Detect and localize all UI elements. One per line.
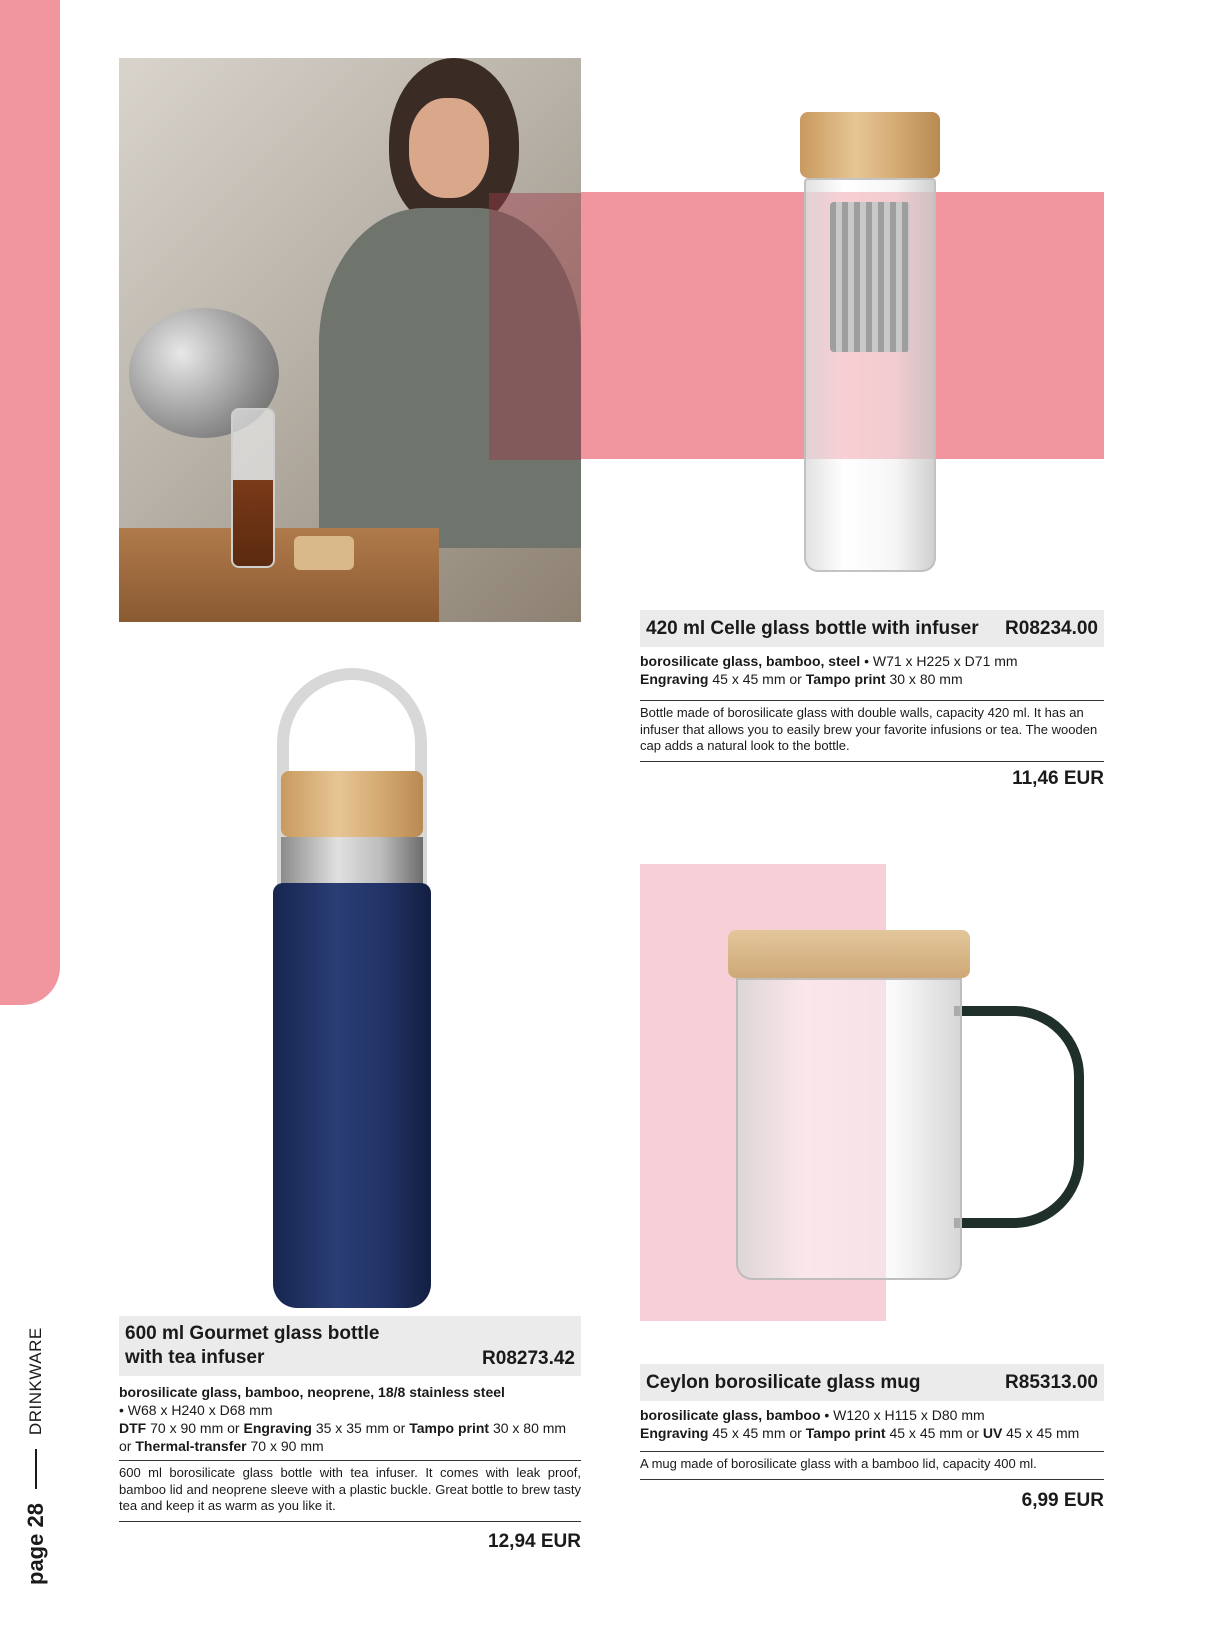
materials: borosilicate glass, bamboo [640,1407,821,1423]
mug-lid [728,930,970,978]
print-method: Tampo print [409,1420,490,1436]
mug-handle [954,1006,1084,1228]
print-method: Engraving [640,671,709,687]
product-image-celle-bottle [800,112,940,572]
print-size: 30 x 80 mm [489,1420,567,1436]
print-method: Thermal-transfer [135,1438,247,1454]
product-price: 11,46 EUR [1012,768,1104,789]
product-title-bar [119,1316,581,1376]
product-name: Ceylon borosilicate glass mug [646,1371,921,1393]
print-method: DTF [119,1420,147,1436]
bottle-infuser [830,202,910,352]
product-price: 12,94 EUR [488,1531,581,1552]
print-size: 45 x 45 mm [1002,1425,1080,1441]
print-size: 45 x 45 mm or [708,1425,806,1441]
product-name: 420 ml Celle glass bottle with infuser [646,617,979,639]
print-size: 35 x 35 mm or [311,1420,410,1436]
mug-body [736,978,962,1280]
bottle-sleeve [273,883,431,1308]
print-method: Tampo print [805,1425,886,1441]
photo-face [409,98,489,198]
product-code: R85313.00 [1005,1371,1098,1393]
print-method: Engraving [640,1425,709,1441]
print-size: 45 x 45 mm or [885,1425,983,1441]
product-name-line: 600 ml Gourmet glass bottle [125,1323,380,1344]
print-method: Engraving [243,1420,312,1436]
product-specs [640,1406,1104,1442]
materials: borosilicate glass, bamboo, steel [640,653,861,669]
dimensions: • W68 x H240 x D68 mm [119,1402,273,1418]
photo-accent-overlay [489,193,581,460]
materials: borosilicate glass, bamboo, neoprene, 18/8 stainless steel [119,1384,505,1400]
product-description: Bottle made of borosilicate glass with double walls, capacity 420 ml. It has an infuser that allows you to easily brew your favorite infusions or tea. The wooden cap adds a natural look to the bottle. [640,700,1104,762]
print-method: UV [982,1425,1003,1441]
product-image-ceylon-mug [718,930,1088,1280]
product-specs [119,1383,581,1455]
product-title-bar [640,610,1104,647]
dimensions: • W120 x H115 x D80 mm [820,1407,985,1423]
photo-lid [294,536,354,570]
bottle-cap [800,112,940,178]
print-size: 70 x 90 mm or [146,1420,244,1436]
product-price: 6,99 EUR [1021,1490,1104,1511]
section-name: DRINKWARE [26,1327,45,1436]
print-method: Tampo print [805,671,886,687]
print-prefix: or [119,1438,136,1454]
product-image-gourmet-bottle [245,668,455,1308]
photo-counter [119,528,439,622]
side-label [16,1255,56,1585]
product-specs [640,652,1104,688]
product-name [125,1322,379,1370]
print-size: 45 x 45 mm or [708,671,806,687]
bottle-cap [281,771,423,837]
product-name-line: with tea infuser [125,1347,265,1368]
lifestyle-photo [119,58,581,622]
label-separator [35,1449,37,1489]
product-code: R08273.42 [482,1348,575,1369]
page-number: page 28 [23,1503,48,1585]
print-size: 30 x 80 mm [885,671,963,687]
dimensions: • W71 x H225 x D71 mm [860,653,1018,669]
print-size: 70 x 90 mm [246,1438,324,1454]
product-description: A mug made of borosilicate glass with a bamboo lid, capacity 400 ml. [640,1451,1104,1480]
side-accent-bar [0,0,60,1005]
photo-bottle [231,408,275,568]
product-description: 600 ml borosilicate glass bottle with tea infuser. It comes with leak proof, bamboo lid and neoprene sleeve with a plastic buckle. Great bottle to brew tasty tea and keep it as warm as you like it. [119,1460,581,1522]
product-title-bar [640,1364,1104,1401]
product-code: R08234.00 [1005,617,1098,639]
